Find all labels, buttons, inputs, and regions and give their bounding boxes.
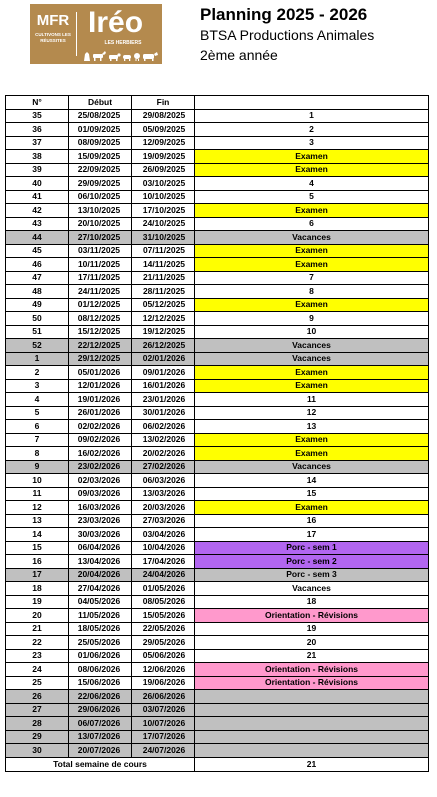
week-number: 17 <box>6 568 69 582</box>
week-end: 24/10/2025 <box>132 217 195 231</box>
program-year: 2ème année <box>200 47 278 63</box>
week-start: 24/11/2025 <box>69 285 132 299</box>
week-label: 17 <box>195 528 429 542</box>
logo-mfr-text: MFR <box>36 12 70 29</box>
table-row <box>6 177 429 191</box>
week-number: 26 <box>6 690 69 704</box>
total-label: Total semaine de cours <box>6 757 195 771</box>
week-start: 10/11/2025 <box>69 258 132 272</box>
week-end: 23/01/2026 <box>132 393 195 407</box>
page-title: Planning 2025 - 2026 <box>200 5 368 24</box>
week-number: 45 <box>6 244 69 258</box>
week-end: 01/05/2026 <box>132 582 195 596</box>
logo-place: LES HERBIERS <box>104 40 142 46</box>
week-end: 22/05/2026 <box>132 622 195 636</box>
week-label: 5 <box>195 190 429 204</box>
table-row <box>6 541 429 555</box>
table-row <box>6 136 429 150</box>
week-end: 17/04/2026 <box>132 555 195 569</box>
week-start: 01/12/2025 <box>69 298 132 312</box>
week-number: 38 <box>6 150 69 164</box>
week-label: Examen <box>195 447 429 461</box>
week-start: 08/12/2025 <box>69 312 132 326</box>
table-row <box>6 366 429 380</box>
week-start: 01/06/2026 <box>69 649 132 663</box>
week-label: 18 <box>195 595 429 609</box>
column-header-debut: Début <box>69 96 132 110</box>
week-start: 20/07/2026 <box>69 744 132 758</box>
week-label: 20 <box>195 636 429 650</box>
table-row <box>6 595 429 609</box>
week-number: 2 <box>6 366 69 380</box>
week-end: 12/09/2025 <box>132 136 195 150</box>
week-start: 13/10/2025 <box>69 204 132 218</box>
week-end: 28/11/2025 <box>132 285 195 299</box>
week-start: 30/03/2026 <box>69 528 132 542</box>
week-start: 19/01/2026 <box>69 393 132 407</box>
week-start: 15/12/2025 <box>69 325 132 339</box>
week-start: 23/02/2026 <box>69 460 132 474</box>
week-number: 47 <box>6 271 69 285</box>
table-body <box>6 109 429 757</box>
week-number: 30 <box>6 744 69 758</box>
week-end: 20/02/2026 <box>132 447 195 461</box>
week-number: 21 <box>6 622 69 636</box>
week-number: 37 <box>6 136 69 150</box>
week-label: 8 <box>195 285 429 299</box>
week-number: 23 <box>6 649 69 663</box>
week-number: 9 <box>6 460 69 474</box>
table-row <box>6 217 429 231</box>
table-row <box>6 312 429 326</box>
table-row <box>6 285 429 299</box>
week-label: Orientation - Révisions <box>195 676 429 690</box>
table-row <box>6 298 429 312</box>
week-end: 26/06/2026 <box>132 690 195 704</box>
week-end: 12/12/2025 <box>132 312 195 326</box>
week-end: 13/03/2026 <box>132 487 195 501</box>
week-number: 40 <box>6 177 69 191</box>
table-row <box>6 150 429 164</box>
week-end: 29/08/2025 <box>132 109 195 123</box>
week-label <box>195 703 429 717</box>
week-end: 06/03/2026 <box>132 474 195 488</box>
week-end: 19/06/2026 <box>132 676 195 690</box>
week-end: 27/02/2026 <box>132 460 195 474</box>
week-label: 4 <box>195 177 429 191</box>
week-start: 16/02/2026 <box>69 447 132 461</box>
week-end: 03/04/2026 <box>132 528 195 542</box>
table-row <box>6 447 429 461</box>
week-number: 1 <box>6 352 69 366</box>
table-row <box>6 460 429 474</box>
week-start: 27/04/2026 <box>69 582 132 596</box>
table-row <box>6 433 429 447</box>
week-label <box>195 717 429 731</box>
week-label: Examen <box>195 433 429 447</box>
week-number: 22 <box>6 636 69 650</box>
week-end: 02/01/2026 <box>132 352 195 366</box>
week-end: 26/09/2025 <box>132 163 195 177</box>
week-number: 10 <box>6 474 69 488</box>
week-number: 44 <box>6 231 69 245</box>
week-label: Vacances <box>195 352 429 366</box>
week-end: 14/11/2025 <box>132 258 195 272</box>
week-start: 27/10/2025 <box>69 231 132 245</box>
mfr-ireo-logo <box>30 4 162 64</box>
week-end: 15/05/2026 <box>132 609 195 623</box>
table-row <box>6 231 429 245</box>
table-row <box>6 190 429 204</box>
week-label: 13 <box>195 420 429 434</box>
week-number: 51 <box>6 325 69 339</box>
week-start: 29/06/2026 <box>69 703 132 717</box>
week-start: 25/05/2026 <box>69 636 132 650</box>
week-start: 22/06/2026 <box>69 690 132 704</box>
week-label: 19 <box>195 622 429 636</box>
week-label <box>195 690 429 704</box>
week-number: 50 <box>6 312 69 326</box>
week-label: Examen <box>195 204 429 218</box>
week-end: 21/11/2025 <box>132 271 195 285</box>
week-end: 03/10/2025 <box>132 177 195 191</box>
week-end: 08/05/2026 <box>132 595 195 609</box>
week-end: 06/02/2026 <box>132 420 195 434</box>
week-label: 11 <box>195 393 429 407</box>
week-label: Examen <box>195 298 429 312</box>
week-label: Examen <box>195 379 429 393</box>
week-number: 35 <box>6 109 69 123</box>
week-number: 16 <box>6 555 69 569</box>
week-number: 4 <box>6 393 69 407</box>
week-number: 36 <box>6 123 69 137</box>
week-label: Vacances <box>195 460 429 474</box>
week-label: Examen <box>195 163 429 177</box>
column-header-num: N° <box>6 96 69 110</box>
table-row <box>6 123 429 137</box>
week-start: 09/03/2026 <box>69 487 132 501</box>
week-start: 06/07/2026 <box>69 717 132 731</box>
total-row <box>6 757 429 771</box>
table-header-row <box>6 96 429 110</box>
table-row <box>6 204 429 218</box>
week-end: 07/11/2025 <box>132 244 195 258</box>
week-start: 29/09/2025 <box>69 177 132 191</box>
week-label: Vacances <box>195 231 429 245</box>
week-number: 18 <box>6 582 69 596</box>
week-end: 26/12/2025 <box>132 339 195 353</box>
week-number: 48 <box>6 285 69 299</box>
week-start: 08/06/2026 <box>69 663 132 677</box>
week-label: Porc - sem 3 <box>195 568 429 582</box>
week-end: 12/06/2026 <box>132 663 195 677</box>
table-row <box>6 649 429 663</box>
week-label: 10 <box>195 325 429 339</box>
week-start: 02/03/2026 <box>69 474 132 488</box>
table-row <box>6 703 429 717</box>
week-label <box>195 744 429 758</box>
week-label: Orientation - Révisions <box>195 663 429 677</box>
week-label: 7 <box>195 271 429 285</box>
program-name: BTSA Productions Animales <box>200 27 375 43</box>
week-end: 03/07/2026 <box>132 703 195 717</box>
week-start: 22/12/2025 <box>69 339 132 353</box>
week-start: 13/07/2026 <box>69 730 132 744</box>
column-header-fin: Fin <box>132 96 195 110</box>
week-label: Vacances <box>195 339 429 353</box>
week-number: 14 <box>6 528 69 542</box>
table-row <box>6 568 429 582</box>
logo-ireo-text: Iréo <box>88 6 144 39</box>
week-start: 06/04/2026 <box>69 541 132 555</box>
table-row <box>6 474 429 488</box>
week-number: 27 <box>6 703 69 717</box>
week-number: 29 <box>6 730 69 744</box>
week-number: 3 <box>6 379 69 393</box>
week-end: 13/02/2026 <box>132 433 195 447</box>
week-label: Examen <box>195 258 429 272</box>
week-end: 30/01/2026 <box>132 406 195 420</box>
week-label: 6 <box>195 217 429 231</box>
week-number: 42 <box>6 204 69 218</box>
week-label: Examen <box>195 501 429 515</box>
table-row <box>6 244 429 258</box>
week-start: 18/05/2026 <box>69 622 132 636</box>
week-label: Porc - sem 1 <box>195 541 429 555</box>
week-label: Examen <box>195 150 429 164</box>
week-end: 10/04/2026 <box>132 541 195 555</box>
week-number: 49 <box>6 298 69 312</box>
table-row <box>6 420 429 434</box>
week-start: 11/05/2026 <box>69 609 132 623</box>
week-number: 43 <box>6 217 69 231</box>
week-end: 27/03/2026 <box>132 514 195 528</box>
table-row <box>6 528 429 542</box>
table-row <box>6 690 429 704</box>
week-start: 02/02/2026 <box>69 420 132 434</box>
week-number: 8 <box>6 447 69 461</box>
week-end: 31/10/2025 <box>132 231 195 245</box>
week-start: 20/10/2025 <box>69 217 132 231</box>
week-number: 11 <box>6 487 69 501</box>
week-label: 14 <box>195 474 429 488</box>
table-row <box>6 393 429 407</box>
week-label: Examen <box>195 244 429 258</box>
week-label: Vacances <box>195 582 429 596</box>
week-start: 12/01/2026 <box>69 379 132 393</box>
week-end: 05/09/2025 <box>132 123 195 137</box>
week-number: 24 <box>6 663 69 677</box>
table-row <box>6 379 429 393</box>
week-start: 29/12/2025 <box>69 352 132 366</box>
table-row <box>6 622 429 636</box>
table-row <box>6 514 429 528</box>
week-number: 5 <box>6 406 69 420</box>
week-number: 28 <box>6 717 69 731</box>
week-label: Orientation - Révisions <box>195 609 429 623</box>
week-number: 7 <box>6 433 69 447</box>
week-end: 09/01/2026 <box>132 366 195 380</box>
week-number: 13 <box>6 514 69 528</box>
week-start: 17/11/2025 <box>69 271 132 285</box>
week-label <box>195 730 429 744</box>
table-row <box>6 730 429 744</box>
week-start: 22/09/2025 <box>69 163 132 177</box>
table-row <box>6 109 429 123</box>
week-start: 04/05/2026 <box>69 595 132 609</box>
week-number: 19 <box>6 595 69 609</box>
week-label: 1 <box>195 109 429 123</box>
week-number: 46 <box>6 258 69 272</box>
table-row <box>6 501 429 515</box>
week-number: 6 <box>6 420 69 434</box>
week-label: Examen <box>195 366 429 380</box>
column-header-label <box>195 96 429 110</box>
week-number: 52 <box>6 339 69 353</box>
week-end: 29/05/2026 <box>132 636 195 650</box>
week-number: 41 <box>6 190 69 204</box>
week-end: 10/07/2026 <box>132 717 195 731</box>
week-start: 06/10/2025 <box>69 190 132 204</box>
week-start: 08/09/2025 <box>69 136 132 150</box>
week-end: 05/12/2025 <box>132 298 195 312</box>
table-row <box>6 636 429 650</box>
table-row <box>6 352 429 366</box>
week-number: 25 <box>6 676 69 690</box>
week-end: 05/06/2026 <box>132 649 195 663</box>
total-value: 21 <box>195 757 429 771</box>
week-start: 20/04/2026 <box>69 568 132 582</box>
logo-tagline: CULTIVONS LES RÉUSSITES <box>35 32 71 43</box>
week-start: 05/01/2026 <box>69 366 132 380</box>
table-row <box>6 676 429 690</box>
table-row <box>6 582 429 596</box>
week-start: 26/01/2026 <box>69 406 132 420</box>
week-start: 25/08/2025 <box>69 109 132 123</box>
week-end: 20/03/2026 <box>132 501 195 515</box>
week-end: 16/01/2026 <box>132 379 195 393</box>
week-start: 09/02/2026 <box>69 433 132 447</box>
week-start: 15/06/2026 <box>69 676 132 690</box>
week-end: 24/04/2026 <box>132 568 195 582</box>
table-row <box>6 663 429 677</box>
week-label: 21 <box>195 649 429 663</box>
week-number: 39 <box>6 163 69 177</box>
week-end: 19/09/2025 <box>132 150 195 164</box>
table-row <box>6 339 429 353</box>
farm-animals-icon <box>82 46 160 62</box>
week-label: Porc - sem 2 <box>195 555 429 569</box>
table-row <box>6 271 429 285</box>
logo-divider <box>76 12 77 56</box>
table-row <box>6 406 429 420</box>
table-row <box>6 325 429 339</box>
planning-table <box>5 95 429 772</box>
week-number: 15 <box>6 541 69 555</box>
table-row <box>6 744 429 758</box>
table-row <box>6 609 429 623</box>
week-number: 20 <box>6 609 69 623</box>
week-start: 16/03/2026 <box>69 501 132 515</box>
week-start: 03/11/2025 <box>69 244 132 258</box>
week-start: 01/09/2025 <box>69 123 132 137</box>
table-row <box>6 258 429 272</box>
week-end: 24/07/2026 <box>132 744 195 758</box>
week-label: 16 <box>195 514 429 528</box>
week-end: 10/10/2025 <box>132 190 195 204</box>
week-start: 15/09/2025 <box>69 150 132 164</box>
table-row <box>6 163 429 177</box>
week-label: 9 <box>195 312 429 326</box>
week-end: 19/12/2025 <box>132 325 195 339</box>
week-label: 2 <box>195 123 429 137</box>
week-start: 23/03/2026 <box>69 514 132 528</box>
table-row <box>6 717 429 731</box>
table-row <box>6 555 429 569</box>
week-label: 12 <box>195 406 429 420</box>
week-start: 13/04/2026 <box>69 555 132 569</box>
week-end: 17/07/2026 <box>132 730 195 744</box>
week-number: 12 <box>6 501 69 515</box>
week-label: 15 <box>195 487 429 501</box>
week-label: 3 <box>195 136 429 150</box>
table-row <box>6 487 429 501</box>
week-end: 17/10/2025 <box>132 204 195 218</box>
